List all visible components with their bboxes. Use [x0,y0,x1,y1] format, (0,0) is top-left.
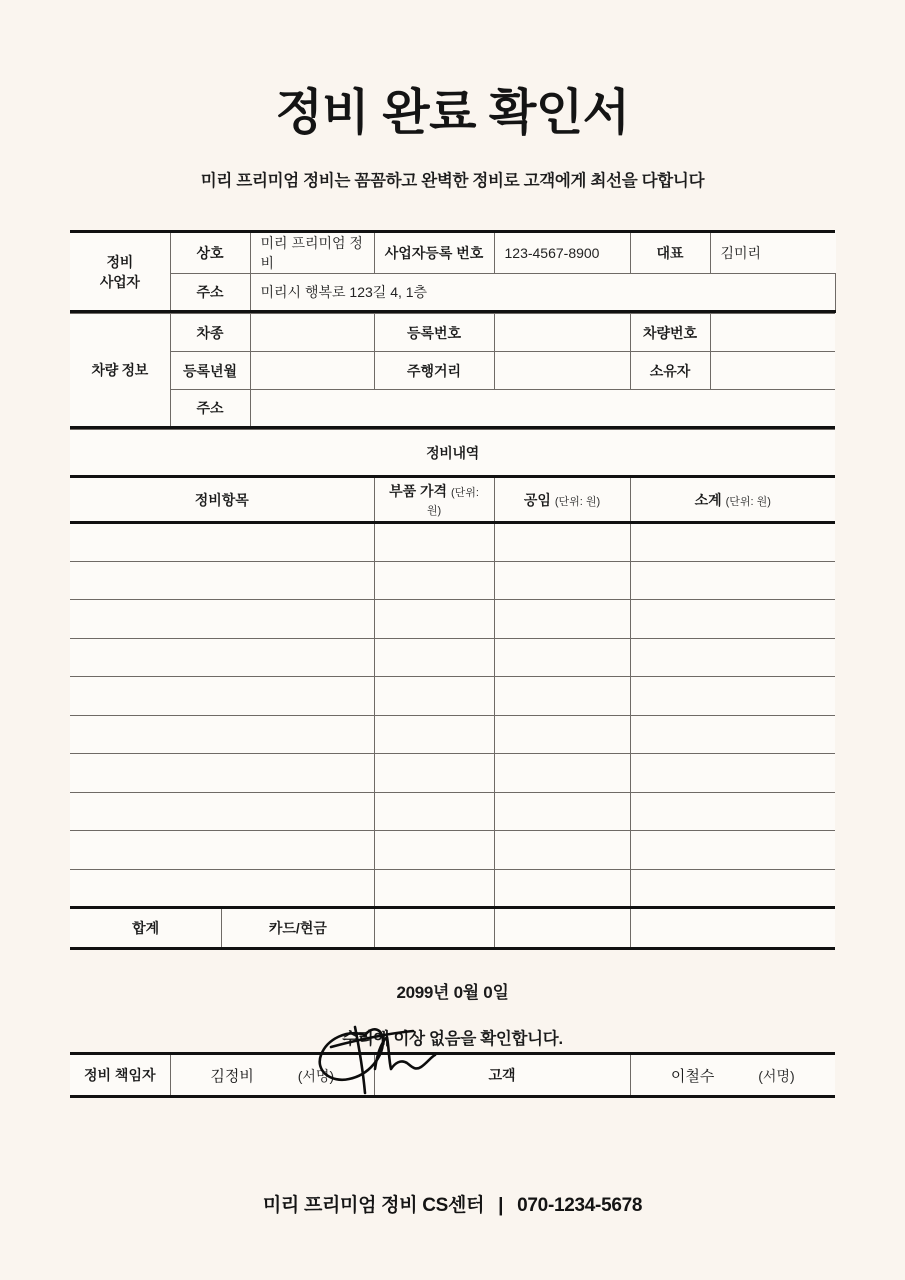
manager-signature-group [70,1054,374,1097]
service-parts[interactable] [374,561,494,600]
business-reg-no-value[interactable]: 123-4567-8900 [494,232,630,274]
confirmation-date: 2099년 0월 0일 [396,982,509,1002]
service-item[interactable] [70,831,374,870]
certificate-sheet [70,230,835,1098]
table-row [70,677,835,716]
page-title: 정비 완료 확인서 [275,86,630,140]
service-parts[interactable] [374,869,494,908]
service-parts[interactable] [374,523,494,562]
service-labor[interactable] [494,792,630,831]
col-header-item: 정비항목 [70,477,374,523]
manager-sign-hint: (서명) [297,1067,335,1084]
service-parts[interactable] [374,677,494,716]
vehicle-type-label: 차종 [170,314,250,352]
service-subtotal[interactable] [630,600,835,639]
service-subtotal[interactable] [630,831,835,870]
vehicle-plate-label: 차량번호 [630,314,710,352]
table-row [70,352,835,390]
total-labor-value[interactable] [494,908,630,949]
service-labor[interactable] [494,754,630,793]
table-row [70,754,835,793]
business-address-label: 주소 [170,274,250,312]
service-banner: 정비내역 [70,430,835,477]
service-details-table [70,429,835,1098]
payment-label: 카드/현금 [222,909,374,947]
service-parts[interactable] [374,715,494,754]
customer-name: 이철수 [670,1067,715,1085]
vehicle-address-value[interactable] [250,390,835,428]
vehicle-mileage-value[interactable] [494,352,630,390]
total-parts-value[interactable] [374,908,494,949]
confirmation-statement: 수리에 이상 없음을 확인합니다. [342,1029,563,1048]
business-info-table [70,230,836,313]
service-labor[interactable] [494,638,630,677]
totals-label-group [70,908,374,949]
business-reg-no-label: 사업자등록 번호 [374,232,494,274]
business-name-label: 상호 [170,232,250,274]
service-item[interactable] [70,792,374,831]
confirmation-cell [70,949,835,1054]
service-item[interactable] [70,600,374,639]
footer-separator: | [498,1195,504,1216]
service-labor[interactable] [494,831,630,870]
manager-signature-cell[interactable] [170,1055,374,1095]
customer-signature-cell[interactable] [630,1054,835,1097]
table-row [70,831,835,870]
business-address-value[interactable]: 미리시 행복로 123길 4, 1층 [250,274,835,312]
cs-phone: 070-1234-5678 [517,1195,643,1216]
page-footer [0,1190,905,1217]
table-row [70,314,835,352]
vehicle-type-value[interactable] [250,314,374,352]
vehicle-owner-value[interactable] [710,352,835,390]
service-item[interactable] [70,677,374,716]
table-row [70,232,835,274]
total-label: 합계 [70,909,222,947]
service-item[interactable] [70,523,374,562]
service-item[interactable] [70,561,374,600]
vehicle-info-table [70,313,835,429]
service-labor[interactable] [494,523,630,562]
manager-name: 김정비 [210,1067,254,1085]
service-parts[interactable] [374,600,494,639]
col-header-labor: 공임 (단위: 원) [494,477,630,523]
table-row [70,561,835,600]
service-parts[interactable] [374,754,494,793]
vehicle-reg-date-value[interactable] [250,352,374,390]
customer-label: 고객 [374,1054,630,1097]
service-labor[interactable] [494,600,630,639]
vehicle-address-label: 주소 [170,390,250,428]
table-row [70,638,835,677]
service-parts[interactable] [374,638,494,677]
service-item[interactable] [70,715,374,754]
col-header-subtotal: 소계 (단위: 원) [630,477,835,523]
service-parts[interactable] [374,792,494,831]
manager-label: 정비 책임자 [70,1055,170,1095]
service-subtotal[interactable] [630,561,835,600]
customer-sign-hint: (서명) [758,1067,795,1084]
table-row [70,792,835,831]
service-parts[interactable] [374,831,494,870]
service-subtotal[interactable] [630,638,835,677]
table-row [70,715,835,754]
service-subtotal[interactable] [630,677,835,716]
service-subtotal[interactable] [630,792,835,831]
vehicle-reg-no-label: 등록번호 [374,314,494,352]
vehicle-section-label: 차량 정보 [70,314,170,428]
table-row [70,390,835,428]
service-banner-row [70,430,835,477]
service-item[interactable] [70,754,374,793]
table-row [70,274,835,312]
vehicle-mileage-label: 주행거리 [374,352,494,390]
page-subtitle: 미리 프리미엄 정비는 꼼꼼하고 완벽한 정비로 고객에게 최선을 다합니다 [200,172,705,190]
service-subtotal[interactable] [630,523,835,562]
table-row [70,869,835,908]
totals-row [70,908,835,949]
service-labor[interactable] [494,561,630,600]
signature-row [70,1054,835,1097]
vehicle-plate-value[interactable] [710,314,835,352]
vehicle-reg-date-label: 등록년월 [170,352,250,390]
service-header-row [70,477,835,523]
total-sum-value[interactable] [630,908,835,949]
service-subtotal[interactable] [630,869,835,908]
service-item[interactable] [70,638,374,677]
business-ceo-value[interactable]: 김미리 [710,232,835,274]
service-item[interactable] [70,869,374,908]
service-subtotal[interactable] [630,715,835,754]
business-section-label: 정비 사업자 [70,232,170,312]
vehicle-reg-no-value[interactable] [494,314,630,352]
service-labor[interactable] [494,677,630,716]
col-header-parts: 부품 가격 (단위: 원) [374,477,494,523]
cs-center-name: 미리 프리미엄 정비 CS센터 [262,1195,485,1216]
confirmation-block [70,949,835,1054]
vehicle-owner-label: 소유자 [630,352,710,390]
service-labor[interactable] [494,715,630,754]
table-row [70,523,835,562]
business-ceo-label: 대표 [630,232,710,274]
service-labor[interactable] [494,869,630,908]
service-subtotal[interactable] [630,754,835,793]
table-row [70,600,835,639]
business-name-value[interactable]: 미리 프리미엄 정비 [250,232,374,274]
